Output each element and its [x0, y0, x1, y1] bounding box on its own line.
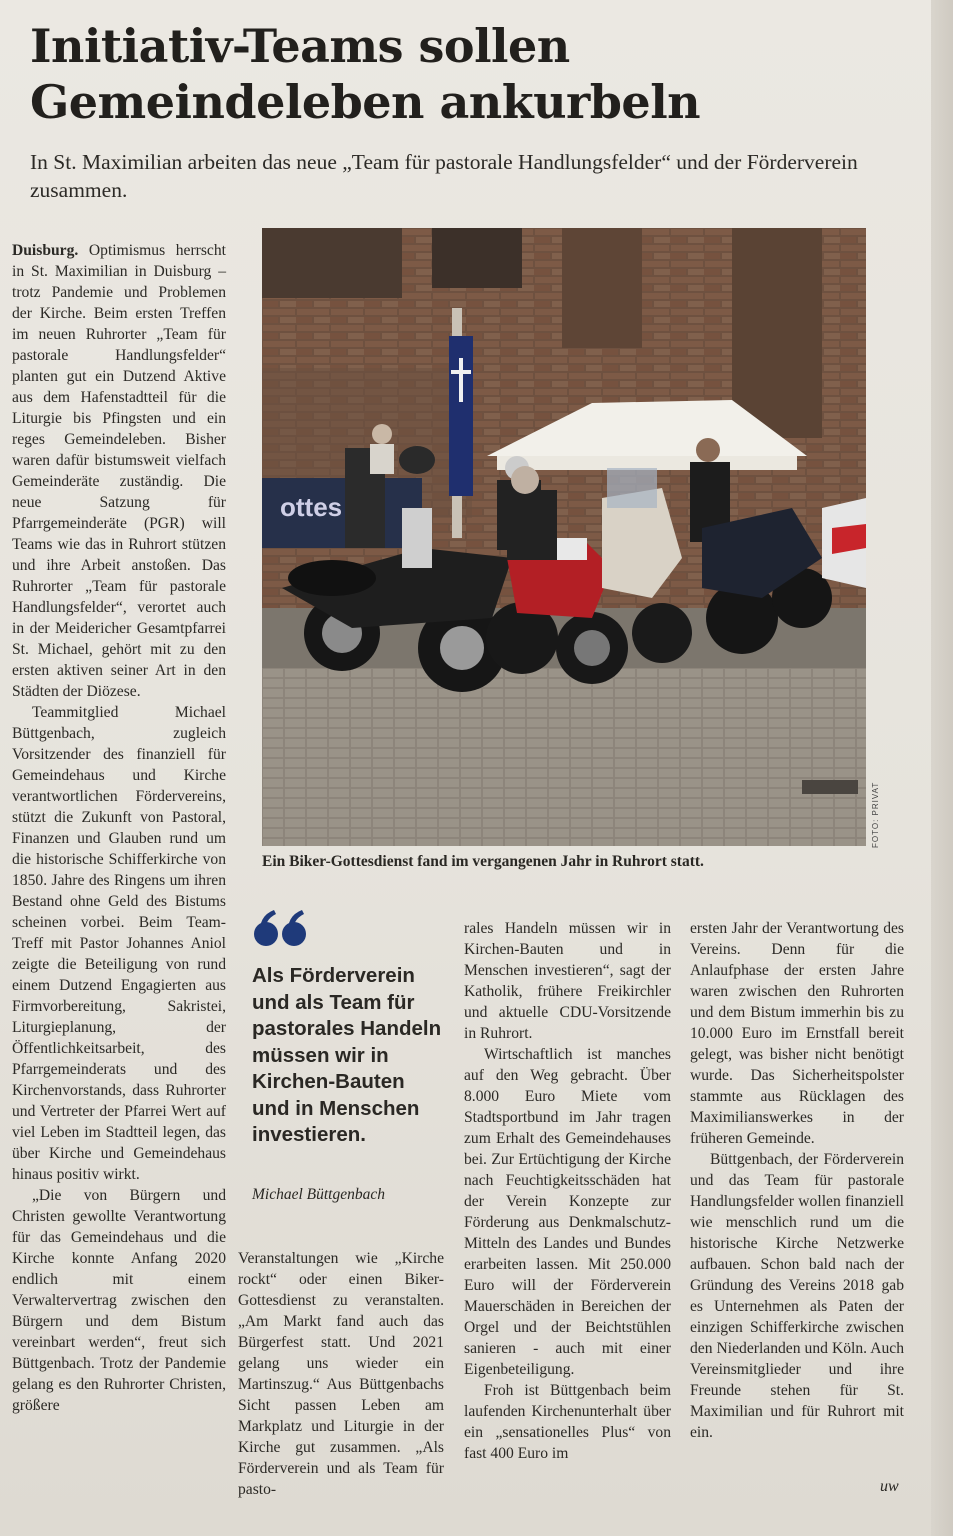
- author-signature: uw: [880, 1478, 899, 1495]
- article-photo: [262, 228, 866, 846]
- paragraph: Büttgenbach, der Förderverein und das Team für pastorale Handlungsfelder wollen finanziell wie menschlich rund um die historische Kirche Netzwerke aufbauen. Schon bald nach der Gründung des Vereins 2018 gab es Unternehmen als Paten der einzigen Schifferkirche zwischen den Niederlanden und Köln. Auch Vereinsmitglieder und ihre Freunde stehen für St. Maximilian und für Ruhrort mit ein.: [690, 1151, 904, 1441]
- paragraph: Froh ist Büttgenbach beim laufenden Kirchenunterhalt über ein „sensationelles Plus“ von fast 400 Euro im: [464, 1382, 671, 1462]
- photo-caption: Ein Biker-Gottesdienst fand im vergangenen Jahr in Ruhrort statt.: [262, 853, 704, 870]
- lead-text: Optimismus herrscht in St. Maximilian in Duisburg – trotz Pandemie und Problemen der Kirche. Beim ersten Treffen im neuen Ruhrorter „Team für pastorale Handlungsfelder“ planten gut ein Dutzend Aktive aus dem Hafenstadtteil für die Liturgie bis Pfingsten und ein reges Gemeindeleben. Bisher waren dafür bistumsweit vielfach Gemeinderäte zuständig. Die neue Satzung für Pfarrgemeinderäte (PGR) will Teams wie das in Ruhrort stützen und ihre Arbeit anstoßen. Das Ruhrorter „Team für pastorale Handlungsfelder“, verortet auch in der Meidericher Gesamtpfarrei St. Michael, gehört mit zu den ersten aktiven seiner Art in den Städten der Diözese.: [12, 242, 226, 700]
- paragraph: „Die von Bürgern und Christen gewollte Verantwortung für das Gemeindehaus und die Kirche konnte Anfang 2020 endlich mit einem Verwaltervertrag zwischen den Bürgern und dem Bistum vereinbart werden“, freut sich Büttgenbach. Trotz der Pandemie gelang es den Ruhrorter Christen, größere: [12, 1187, 226, 1414]
- banner-text: ottes: [280, 492, 343, 522]
- photo-credit: FOTO: PRIVAT: [871, 781, 880, 848]
- lead-paragraph: [12, 240, 226, 702]
- paragraph: ersten Jahr der Verantwortung des Vereins. Denn für die Anlaufphase der ersten Jahre waren zwischen den Ruhrorten und dem Bistum immerhin bis zu 10.000 Euro im Ernstfall bereit gelegt, was bisher nicht benötigt wurde. Das Sicherheitspolster stammte aus Rücklagen des Maximilianswerkes in der früheren Gemeinde.: [690, 920, 904, 1147]
- pull-quote-text: Als Förderverein und als Team für pastorales Handeln müssen wir in Kirchen-Bauten und in Menschen investieren.: [252, 964, 442, 1146]
- paragraph: Veranstaltungen wie „Kirche rockt“ oder einen Biker-Gottesdienst zu veranstalten. „Am Markt fand auch das Bürgerfest statt. Und 2021 gelang uns wieder ein Martinszug.“ Aus Büttgenbachs Sicht passen Leben am Markplatz und Liturgie in der Kirche gut zusammen. „Als Förderverein und als Team für pasto-: [238, 1250, 444, 1498]
- article-column-4: [690, 918, 904, 1478]
- paragraph: rales Handeln müssen wir in Kirchen-Bauten und in Menschen investieren“, sagt der Katholik, frühere Freikirchler und aktuelle CDU-Vorsitzende in Ruhrort.: [464, 920, 671, 1042]
- dateline: Duisburg.: [12, 242, 79, 259]
- paragraph: Teammitglied Michael Büttgenbach, zugleich Vorsitzender des finanziell für Gemeindehaus und Kirche verantwortlichen Fördervereins, stützt die Zukunft von Pastoral, Finanzen und Glauben rund um die historische Schifferkirche von 1850. Jahre des Ringens um ihren Bestand ohne Geld des Bistums scheinen vorbei. Beim Team-Treff mit Pastor Johannes Aniol zeigte die Beteiligung von rund einem Dutzend Engagierten aus Firmvorbereitung, Sakristei, Liturgieplanung, der Öffentlichkeitsarbeit, des Pfarrgemeinderats und des Kirchenvorstands, dass Ruhrorter und Vertreter der Pfarrei Wert auf viel Leben im Stadtteil legen, das über Kirche und Gemeindehaus hinaus positiv wirkt.: [12, 704, 226, 1183]
- paragraph: Wirtschaftlich ist manches auf den Weg gebracht. Über 8.000 Euro Miete vom Stadtsportbund im Jahr tragen zum Erhalt des Gemeindehauses bei. Zur Ertüchtigung der Kirche nach Feuchtigkeitsschäden hat der Verein Konzepte zur Förderung aus Denkmalschutz-Mitteln des Landes und Bundes erarbeiten lassen. Mit 250.000 Euro will der Förderverein Mauerschäden in Bereichen der Orgel und der Beichtstühlen sanieren - auch mit einer Eigenbeteiligung.: [464, 1046, 671, 1378]
- article-column-3: [464, 918, 671, 1488]
- article-subheadline: In St. Maximilian arbeiten das neue „Team für pastorale Handlungsfelder“ und der Förderverein zusammen.: [30, 150, 858, 202]
- page-edge-shadow: [931, 0, 953, 1536]
- article-column-2: [238, 1248, 444, 1498]
- pull-quote-author: Michael Büttgenbach: [252, 1186, 385, 1203]
- article-headline: Initiativ-Teams sollen Gemeindeleben ankurbeln: [30, 19, 701, 129]
- article-column-1: [12, 240, 226, 1480]
- biker-service-photo: [262, 228, 866, 846]
- quote-mark-icon: [252, 908, 312, 954]
